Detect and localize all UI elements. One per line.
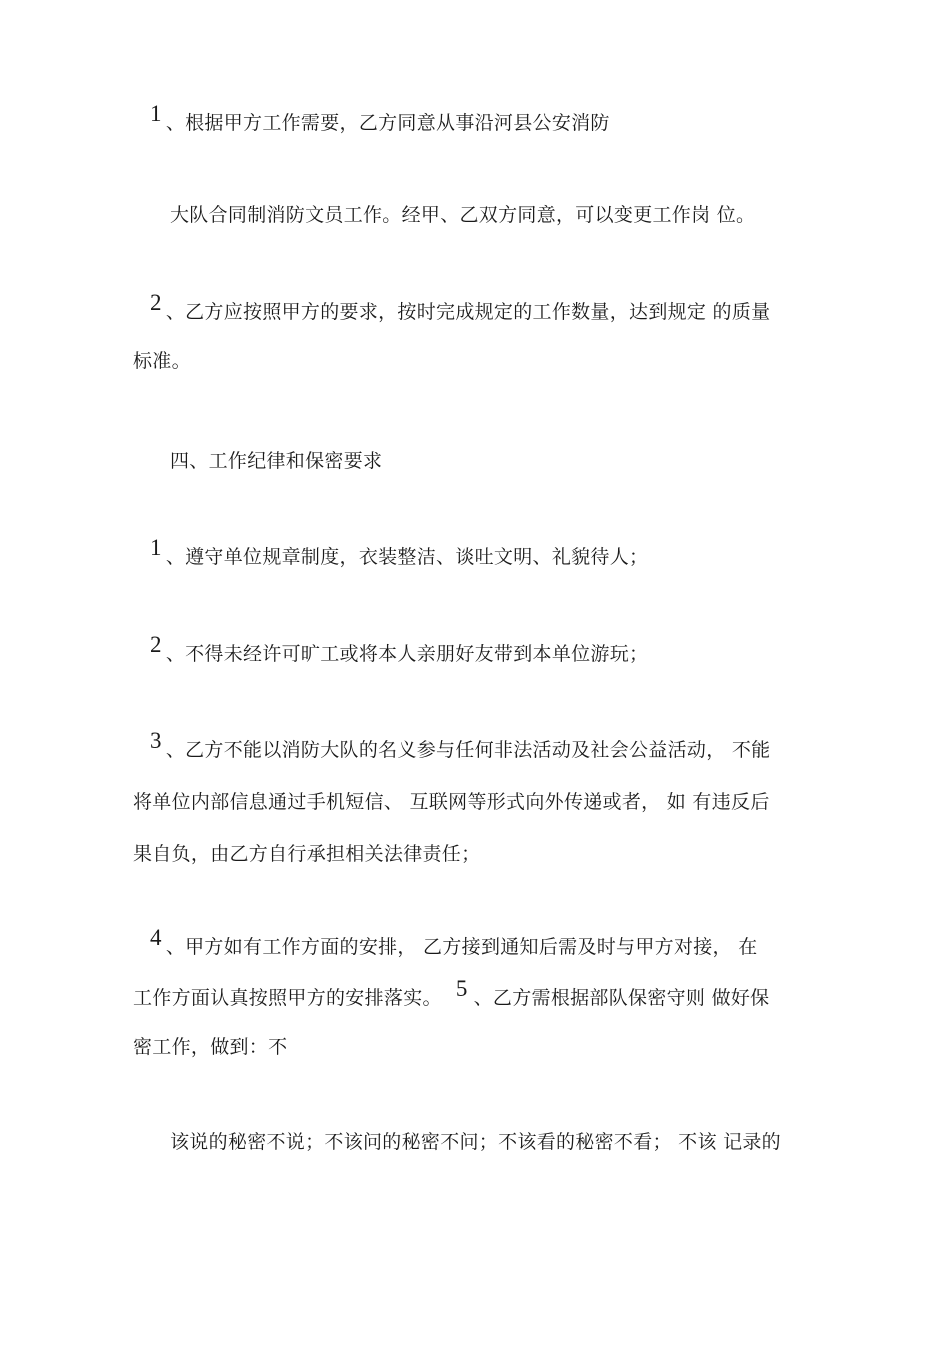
clause-1-line-1 [150, 101, 610, 135]
rule-3-line-3 [133, 842, 480, 866]
rule-text: 、乙方不能以消防大队的名义参与任何非法活动及社会公益活动， 不能 [165, 739, 771, 761]
rule-number: 5 [455, 976, 468, 1001]
rule-text: 、不得未经许可旷工或将本人亲朋好友带到本单位游玩； [165, 643, 649, 665]
rule-text: 、乙方需根据部队保密守则 做好保 [473, 987, 770, 1009]
rule-4-line-1 [150, 925, 758, 959]
clause-1-line-2 [170, 203, 755, 227]
rule-number: 1 [150, 535, 162, 560]
clause-number: 2 [150, 290, 162, 315]
clause-2-line-1 [150, 290, 771, 324]
rule-text: 、甲方如有工作方面的安排， 乙方接到通知后需及时与甲方对接， 在 [165, 936, 758, 958]
section-heading [170, 449, 382, 473]
rule-number: 2 [150, 632, 162, 657]
rule-text: 、遵守单位规章制度，衣装整洁、谈吐文明、礼貌待人； [165, 546, 649, 568]
rule-4-line-2 [133, 976, 770, 1010]
rule-text: 果自负，由乙方自行承担相关法律责任； [133, 843, 481, 865]
rule-3-line-2 [133, 790, 770, 814]
rule-number: 3 [150, 728, 162, 753]
clause-text: 、根据甲方工作需要，乙方同意从事沿河县公安消防 [165, 112, 610, 134]
rule-text: 密工作，做到：不 [133, 1036, 288, 1058]
rule-text: 工作方面认真按照甲方的安排落实。 [133, 987, 442, 1009]
rule-5-line-3 [170, 1130, 781, 1154]
rule-number: 4 [150, 925, 162, 950]
rule-3-line-1 [150, 728, 771, 762]
clause-number: 1 [150, 101, 162, 126]
rule-text: 将单位内部信息通过手机短信、 互联网等形式向外传递或者， 如 有违反后 [133, 791, 770, 813]
rule-text: 该说的秘密不说；不该问的秘密不问；不该看的秘密不看； 不该 记录的 [170, 1131, 781, 1153]
rule-5-line-2 [133, 1035, 287, 1059]
section-title: 四、工作纪律和保密要求 [170, 450, 383, 472]
clause-2-line-2 [133, 349, 191, 373]
clause-text: 标准。 [133, 350, 191, 372]
rule-1-line [150, 535, 649, 569]
clause-text: 、乙方应按照甲方的要求，按时完成规定的工作数量，达到规定 的质量 [165, 301, 771, 323]
clause-text: 大队合同制消防文员工作。经甲、乙双方同意，可以变更工作岗 位。 [170, 204, 756, 226]
rule-2-line [150, 632, 649, 666]
